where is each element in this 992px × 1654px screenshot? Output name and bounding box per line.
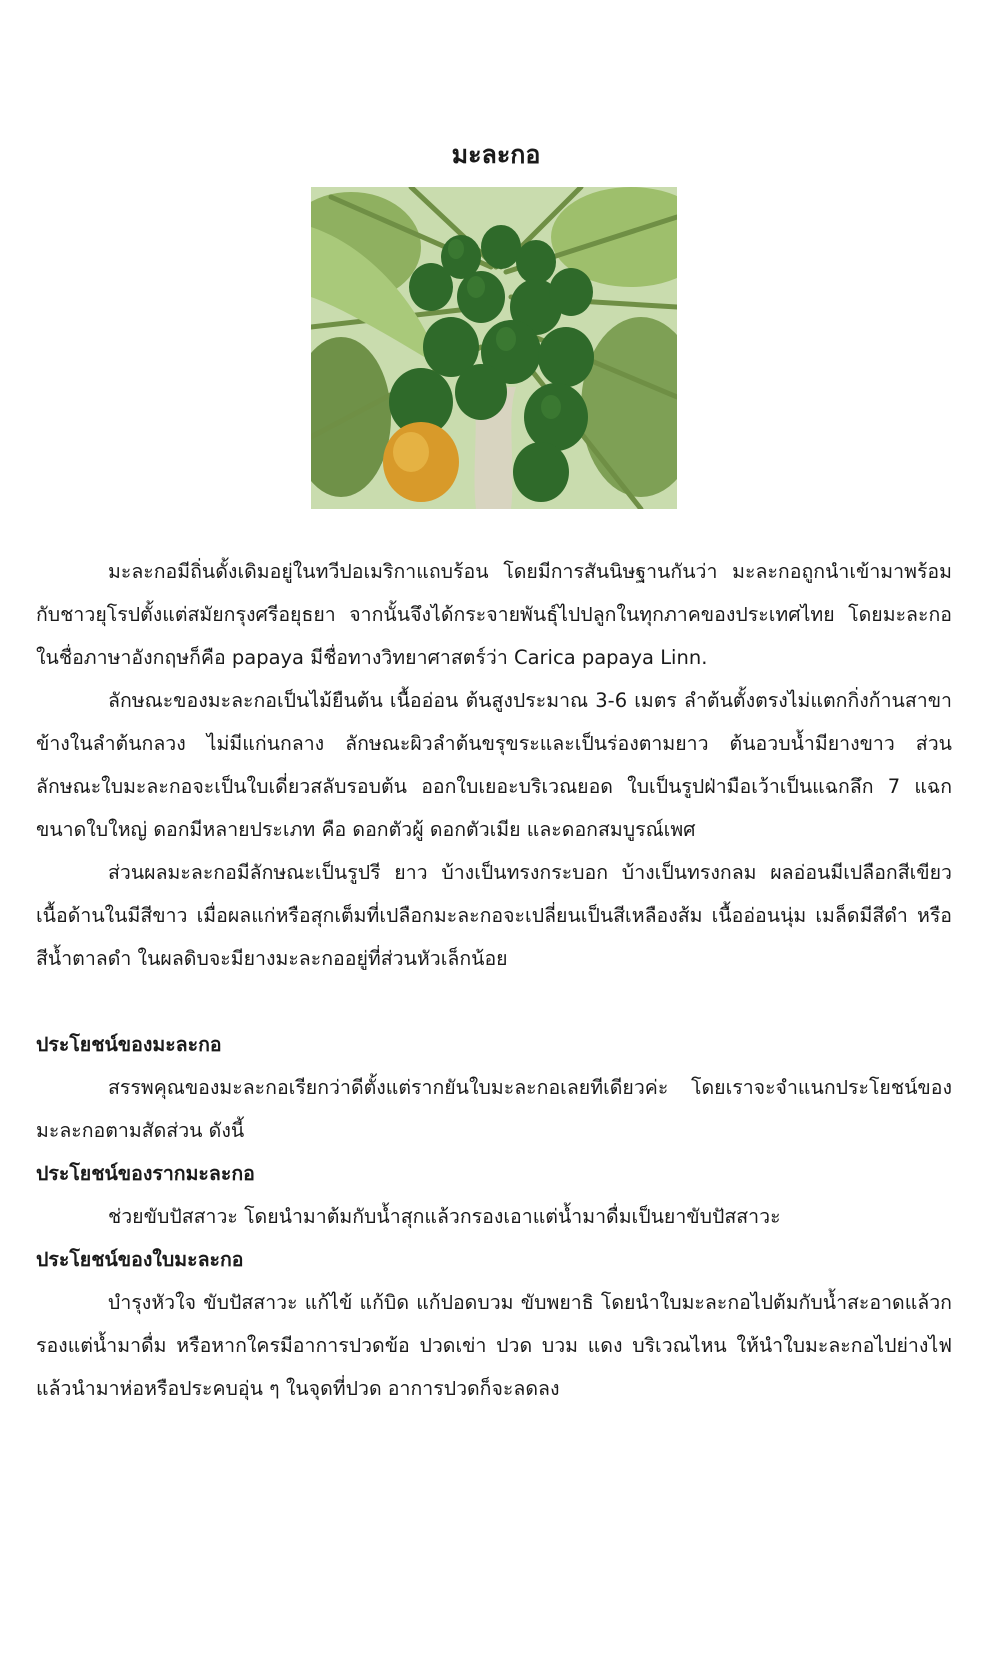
root-benefits-heading: ประโยชน์ของรากมะละกอ bbox=[36, 1162, 255, 1185]
leaf-benefits-text: บำรุงหัวใจ ขับปัสสาวะ แก้ไข้ แก้บิด แก้ปอดบวม ขับพยาธิ โดยนำใบมะละกอไปต้มกับน้ำสะอาดแล้วกรองแต่น้ำมาดื่ม หรือหากใครมีอาการปวดข้อ ปวดเข่า ปวด บวม แดง บริเวณไหน ให้นำใบมะละกอไปย่างไฟ แล้วนำมาห่อหรือประคบอุ่น ๆ ในจุดที่ปวด อาการปวดก็จะลดลง bbox=[36, 1291, 952, 1400]
leaf-benefits-heading: ประโยชน์ของใบมะละกอ bbox=[36, 1248, 244, 1271]
paragraph-origin: มะละกอมีถิ่นดั้งเดิมอยู่ในทวีปอเมริกาแถบร้อน โดยมีการสันนิษฐานกันว่า มะละกอถูกนำเข้ามาพร้อมกับชาวยุโรปตั้งแต่สมัยกรุงศรีอยุธยา จากนั้นจึงได้กระจายพันธุ์ไปปลูกในทุกภาคของประเทศไทย โดยมะละกอในชื่อภาษาอังกฤษก็คือ papaya มีชื่อทางวิทยาศาสตร์ว่า Carica papaya Linn. bbox=[36, 560, 952, 669]
document-title: มะละกอ bbox=[451, 140, 541, 169]
paragraph-fruit: ส่วนผลมะละกอมีลักษณะเป็นรูปรี ยาว บ้างเป็นทรงกระบอก บ้างเป็นทรงกลม ผลอ่อนมีเปลือกสีเขียว เนื้อด้านในมีสีขาว เมื่อผลแก่หรือสุกเต็มที่เปลือกมะละกอจะเปลี่ยนเป็นสีเหลืองส้ม เนื้ออ่อนนุ่ม เมล็ดมีสีดำ หรือสีน้ำตาลดำ ในผลดิบจะมียางมะละกออยู่ที่ส่วนหัวเล็กน้อย bbox=[36, 861, 952, 970]
paragraph-characteristics: ลักษณะของมะละกอเป็นไม้ยืนต้น เนื้ออ่อน ต้นสูงประมาณ 3-6 เมตร ลำต้นตั้งตรงไม่แตกกิ่งก้านสาขา ข้างในลำต้นกลวง ไม่มีแก่นกลาง ลักษณะผิวลำต้นขรุขระและเป็นร่องตามยาว ต้นอวบน้ำมียางขาว ส่วนลักษณะใบมะละกอจะเป็นใบเดี่ยวสลับรอบต้น ออกใบเยอะบริเวณยอด ใบเป็นรูปฝ่ามือเว้าเป็นแฉกลึก 7 แฉก ขนาดใบใหญ่ ดอกมีหลายประเภท คือ ดอกตัวผู้ ดอกตัวเมีย และดอกสมบูรณ์เพศ bbox=[36, 689, 952, 841]
papaya-tree-photo bbox=[311, 187, 677, 509]
section-spacer bbox=[36, 980, 952, 1023]
root-benefits-text: ช่วยขับปัสสาวะ โดยนำมาต้มกับน้ำสุกแล้วกรองเอาแต่น้ำมาดื่มเป็นยาขับปัสสาวะ bbox=[108, 1205, 781, 1228]
benefits-heading: ประโยชน์ของมะละกอ bbox=[36, 1033, 222, 1056]
article-body bbox=[36, 550, 952, 1410]
benefits-intro: สรรพคุณของมะละกอเรียกว่าดีตั้งแต่รากยันใบมะละกอเลยทีเดียวค่ะ โดยเราจะจำแนกประโยชน์ของมะละกอตามสัดส่วน ดังนี้ bbox=[36, 1076, 952, 1142]
